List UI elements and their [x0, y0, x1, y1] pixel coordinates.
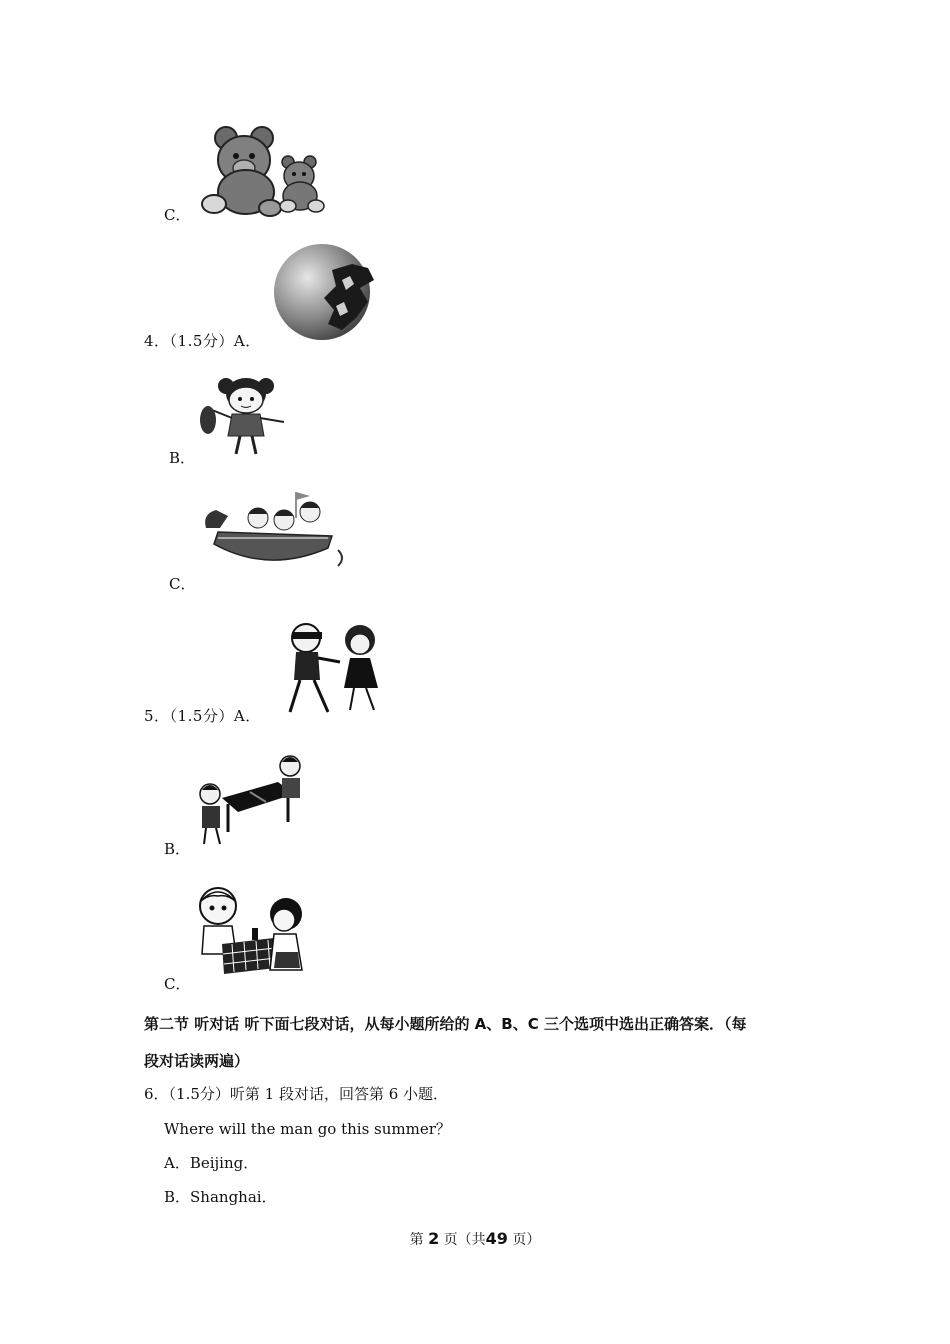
moon-festival-image: [272, 240, 382, 342]
footer-prefix: 第: [409, 1232, 424, 1248]
q4-option-b-label: B．: [169, 449, 196, 467]
q6-question: Where will the man go this summer？: [164, 1120, 451, 1138]
chess-game-image: [192, 882, 312, 980]
teddy-bears-image: [196, 124, 336, 218]
footer-total-pages: 49: [485, 1229, 508, 1248]
footer-suffix: 页）: [512, 1232, 541, 1248]
q5-label: 5．（1.5分）A．: [144, 707, 261, 725]
q6-stem: 6．（1.5分）听第 1 段对话，回答第 6 小题．: [144, 1085, 449, 1103]
table-tennis-image: [194, 752, 310, 848]
q5-option-b-label: B．: [164, 840, 191, 858]
page-footer: [0, 1229, 950, 1249]
q6-option-b: B．Shanghai．: [164, 1188, 277, 1206]
q4-label: 4．（1.5分）A．: [144, 332, 261, 350]
q3-option-c-label: C．: [164, 206, 191, 224]
footer-page-number: 2: [428, 1229, 440, 1248]
girl-with-lantern-image: [196, 370, 296, 460]
q6-option-a: A．Beijing．: [164, 1154, 259, 1172]
q5-option-c-label: C．: [164, 975, 191, 993]
q4-option-c-label: C．: [169, 575, 196, 593]
dragon-boat-image: [198, 488, 350, 580]
footer-middle: 页（共: [443, 1232, 486, 1248]
section2-heading-line2: 段对话读两遍）: [144, 1052, 250, 1070]
blindfold-game-image: [278, 618, 388, 718]
section2-heading-line1: 第二节 听对话 听下面七段对话，从每小题所给的 A、B、C 三个选项中选出正确答案．（每: [144, 1015, 747, 1033]
